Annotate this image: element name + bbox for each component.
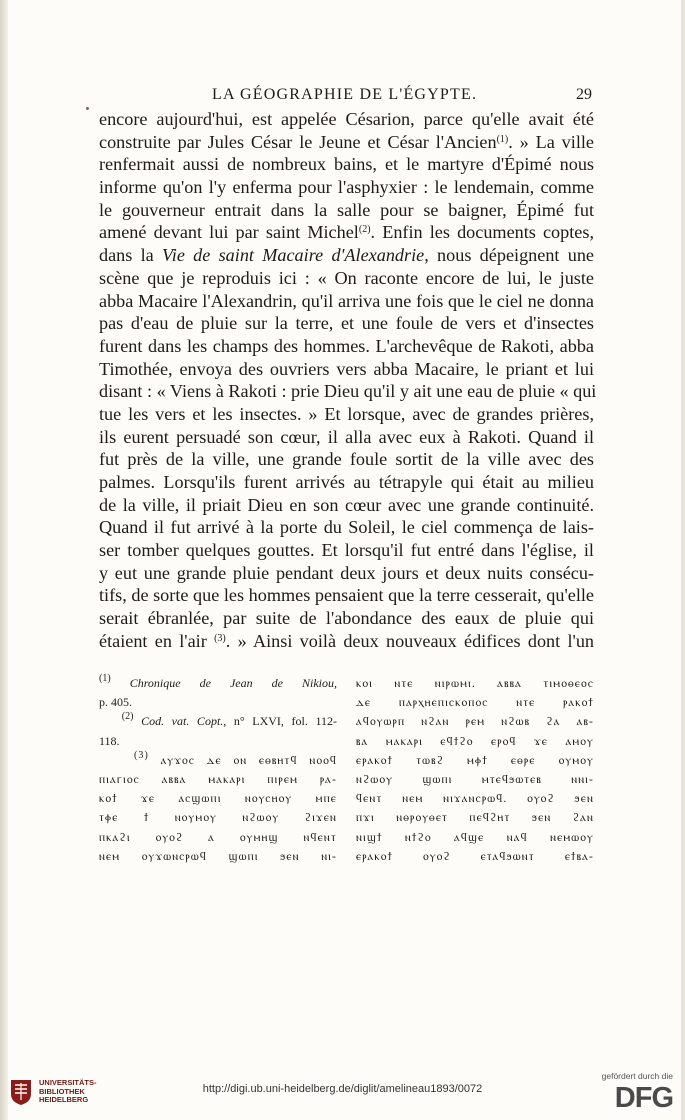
text-line: de la ville, il priait Dieu en son cœur avec une grande continuité. (99, 494, 594, 515)
text-line: ser tomber quelques gouttes. Et lorsqu'il fut entré dans l'église, il (99, 540, 594, 561)
page-number: 29 (576, 86, 592, 103)
running-title: LA GÉOGRAPHIE DE L'ÉGYPTE. (212, 86, 478, 103)
text-line: étaient en l'air $^{(3)}$. » Ainsi voilà deux nouveaux édifices dont l'un (99, 630, 595, 651)
text-line: construite par Jules César le Jeune et César l'Ancien$^{(1)}$. » La ville (99, 131, 594, 152)
page-edge-shadow (0, 0, 8, 1120)
text-line: fut près de la ville, une grande foule sortit de la ville avec des (99, 449, 594, 470)
coptic-line: ⲁϥⲟⲩⲱⲣⲡ ⲛϩⲁⲛ ⲣⲉⲙ ⲛϩⲱⲃ ϩⲁ ⲁⲃ- (356, 715, 594, 729)
footnote-ref: (2) (358, 224, 371, 236)
footnote-ref: (3) (214, 632, 226, 644)
text-line: scène que je reproduis ici : « On raconte encore de lui, le juste (99, 267, 594, 288)
footnote-1-cont: p. 405. (99, 695, 132, 710)
coptic-line: ⲡϫⲓ ⲛⲑⲣⲟⲩⲑⲉⲧ ⲡⲉϥϩⲏⲧ ϧⲉⲛ ϩⲁⲛ (356, 811, 594, 825)
text-line: serait ébranlée, par suite de l'abondance des eaux de pluie qui (99, 608, 594, 629)
dfg-caption: gefördert durch die (601, 1071, 673, 1081)
text-line: encore aujourd'hui, est appelée Césarion, parce qu'elle avait été (99, 109, 594, 129)
text-line: informe qu'on l'y enferma pour l'asphyxier : le lendemain, comme (99, 177, 594, 198)
coptic-line: ⲉⲣⲁⲕⲟϯ ⲧⲱⲃϩ ⲙⲫϯ ⲉⲑⲣⲉ ⲟⲩⲙⲟⲩ (356, 753, 594, 767)
text-line: y eut une grande pluie pendant deux jours et deux nuits consécu- (99, 562, 594, 583)
dfg-logo[interactable] (597, 1071, 673, 1117)
text-line: tifs, de sorte que les hommes pensaient que la terre cesserait, qu'elle (99, 585, 594, 606)
text-line: renfermait aussi de nombreux bains, et le martyre d'Épimé nous (99, 154, 594, 175)
text-line: disant : « Viens à Rakoti : prie Dieu qu'il y ait une eau de pluie « qui (99, 381, 597, 402)
source-url-link[interactable]: http://digi.ub.uni-heidelberg.de/diglit/amelineau1893/0072 (202, 1083, 483, 1095)
text-line: dans la Vie de saint Macaire d'Alexandrie, nous dépeignent une (99, 245, 594, 266)
page-edge-right (681, 0, 685, 1120)
text-line: Quand il fut arrivé à la porte du Soleil, le ciel commença de lais- (99, 517, 594, 538)
library-name: UNIVERSITÄTS- BIBLIOTHEK HEIDELBERG (39, 1078, 97, 1105)
work-title: Vie de saint Macaire d'Alexandrie (162, 245, 425, 266)
coptic-line: ⲕⲟⲓ ⲛⲧⲉ ⲛⲓⲣⲱⲙⲓ. ⲁⲃⲃⲁ ⲧⲓⲙⲟⲑⲉⲟⲥ (356, 677, 594, 690)
text-line: le gouverneur entrait dans la salle pour se baigner, Épimé fut (99, 199, 594, 220)
coptic-line: ⲛⲉⲙ ⲟⲩϫⲱⲛⲥⲣⲱϥ ϣⲱⲡⲓ ϧⲉⲛ ⲛⲓ- (99, 849, 337, 863)
coptic-line: ⲛⲓϣϯ ⲛϯϩⲟ ⲁϥϣⲉ ⲛⲁϥ ⲛⲉⲙⲱⲟⲩ (356, 830, 594, 844)
footnote-1: $^{(1)}$ Chronique de Jean de Nikiou, (99, 673, 337, 690)
coptic-line: ⲉⲣⲁⲕⲟϯ ⲟⲩⲟϩ ⲉⲧⲁϥϧⲱⲛⲧ ⲉϯⲃⲁ- (356, 849, 594, 863)
running-head (100, 86, 592, 108)
text-line: furent dans les champs des hommes. L'archevêque de Rakoti, abba (99, 335, 594, 356)
text-line: pas d'eau de pluie sur la terre, et une foule de vers et d'insectes (99, 313, 594, 334)
text-line: amené devant lui par saint Michel$^{(2)}$. Enfin les documents coptes, (99, 222, 594, 243)
coptic-line: ⲛϩⲱⲟⲩ ϣⲱⲡⲓ ⲙⲧⲉϥϧⲱⲧⲉⲃ ⲛⲛⲓ- (356, 772, 594, 786)
text-line: ils eurent persuadé son cœur, il alla avec eux à Rakoti. Quand il (99, 426, 594, 447)
library-logo[interactable] (9, 1076, 119, 1116)
text-line: Timothée, envoya des ouvriers vers abba Macaire, le priant et lui (99, 358, 594, 379)
footnotes (99, 674, 594, 894)
footnotes-left-column (99, 674, 337, 866)
ink-speck (86, 107, 89, 110)
footnotes-right-column (356, 674, 594, 866)
text-line: abba Macaire l'Alexandrin, qu'il arriva une fois que le ciel ne donna (99, 290, 594, 311)
text-line: palmes. Lorsqu'ils furent arrivés au tétrapyle qui était au milieu (99, 472, 594, 492)
coptic-line: ϥⲉⲛⲧ ⲛⲉⲙ ⲛⲓϫⲁⲛⲥⲣⲱϥ. ⲟⲩⲟϩ ϧⲉⲛ (356, 792, 594, 806)
footnote-2-cont: 118. (99, 733, 120, 748)
body-text (99, 108, 597, 653)
coptic-line: ⲕⲟϯ ϫⲉ ⲁⲥϣⲱⲡⲓ ⲛⲟⲩⲥⲏⲟⲩ ⲙⲡⲉ (99, 792, 337, 806)
coptic-line: ⲡⲕⲁϩⲓ ⲟⲩⲟϩ ⲁ ⲟⲩⲙⲏϣ ⲛϥⲉⲛⲧ (99, 830, 337, 844)
text-line: tue les vers et les insectes. » Et lorsque, avec de grandes prières, (99, 403, 594, 424)
dfg-wordmark: DFG (614, 1082, 673, 1114)
coptic-line: ⲇⲉ ⲡⲁⲣⲭⲏⲉⲡⲓⲥⲕⲟⲡⲟⲥ ⲛⲧⲉ ⲣⲁⲕⲟϯ (356, 696, 594, 710)
coptic-line: ⲃⲁ ⲙⲁⲕⲁⲣⲓ ⲉϥϯϩⲟ ⲉⲣⲟϥ ϫⲉ ⲁⲙⲟⲩ (356, 734, 594, 748)
footer-bar (0, 1066, 685, 1120)
footnote-3: $^{(3)}$ ⲁⲩϫⲟⲥ ⲇⲉ ⲟⲛ ⲉⲑⲃⲏⲧϥ ⲛⲟⲟϥ (133, 749, 337, 767)
footnote-2: $^{(2)}$ Cod. vat. Copt., n° LXVI, fol. 112- (121, 711, 338, 729)
footnote-ref: (1) (496, 133, 509, 145)
coptic-line: ⲧⲫⲉ ϯ ⲛⲟⲩⲙⲟⲩ ⲛϩⲱⲟⲩ ϩⲓϫⲉⲛ (99, 811, 337, 825)
coptic-line: ⲡⲓⲁⲅⲓⲟⲥ ⲁⲃⲃⲁ ⲙⲁⲕⲁⲣⲓ ⲡⲓⲣⲉⲙ ⲣⲁ- (99, 772, 337, 786)
